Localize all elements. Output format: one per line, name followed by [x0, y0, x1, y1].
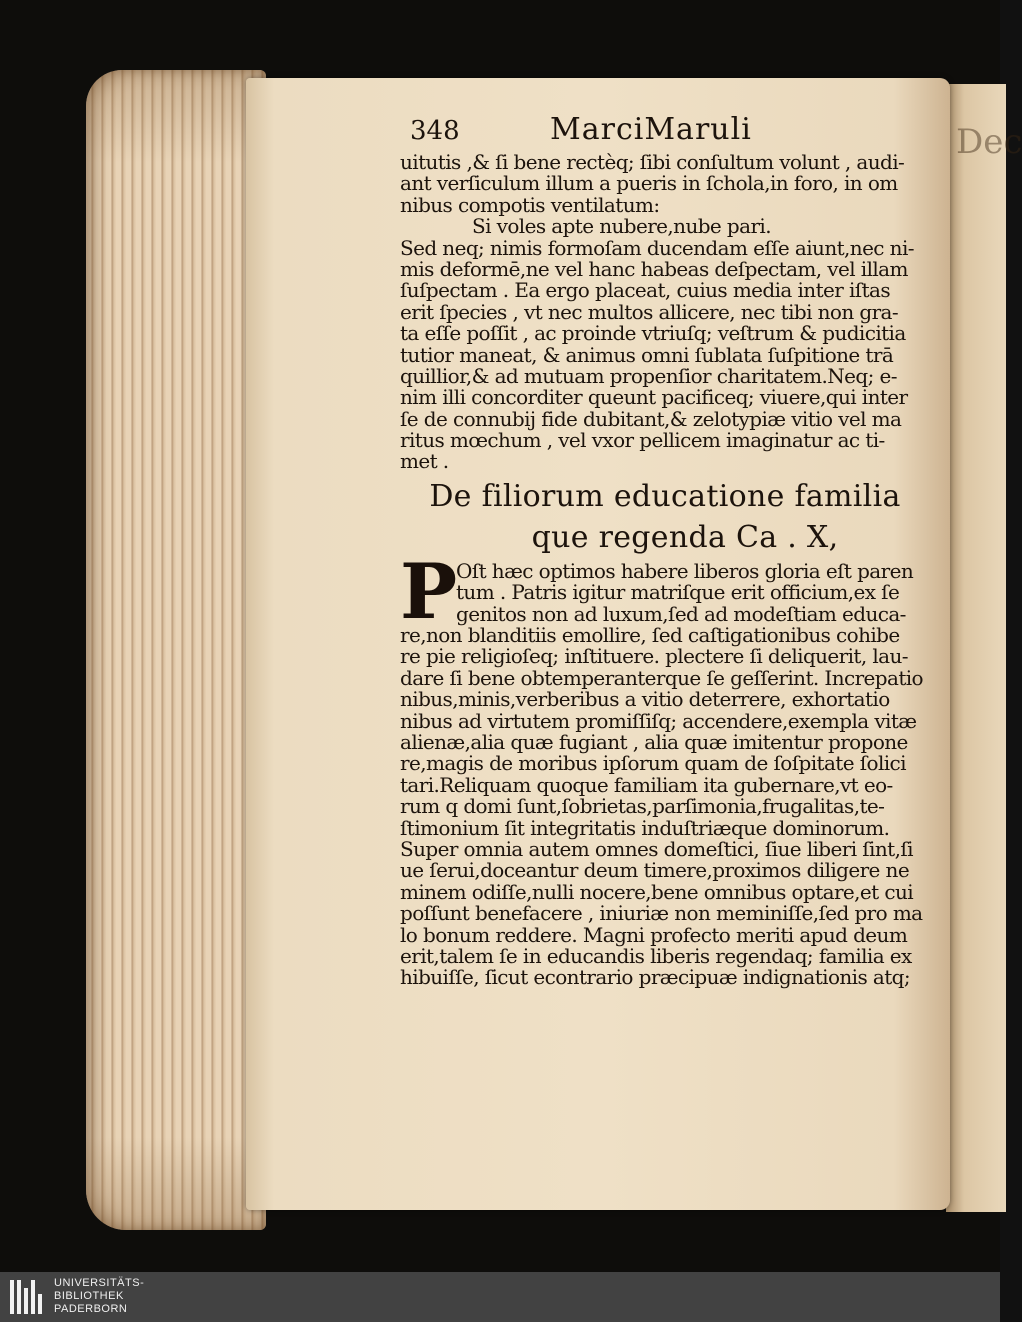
- text-line: genitos non ad luxum,ſed ad modeſtiam educa-: [456, 601, 906, 626]
- chapter-title-line-1: De filiorum educatione familia: [429, 478, 901, 514]
- page-text: [400, 112, 930, 989]
- section-2-text: [400, 546, 930, 990]
- text-line: rum q domi ſunt,ſobrietas,parſimonia,frugalitas,te-: [400, 794, 885, 819]
- library-name-line-2: BIBLIOTHEK: [54, 1290, 124, 1302]
- text-line: minem odiſſe,nulli nocere,bene omnibus optare,et cui: [400, 879, 914, 904]
- library-name-line-1: UNIVERSITÄTS-: [54, 1277, 145, 1289]
- chapter-title-line-2: que regenda Ca . X,: [531, 519, 839, 555]
- text-line: alienæ,alia quæ fugiant , alia quæ imitentur propone: [400, 729, 908, 754]
- text-line: tari.Reliquam quoque familiam ita gubernare,vt eo-: [400, 772, 893, 797]
- library-name: [54, 1277, 144, 1316]
- text-line: Super omnia autem omnes domeſtici, ſiue liberi ſint,ſi: [400, 836, 913, 861]
- text-line: ant verſiculum illum a pueris in ſchola,in foro, in om: [400, 171, 898, 196]
- text-line: nibus ad virtutem promiſſiſq; accendere,exempla vitæ: [400, 708, 917, 733]
- text-line: ſtimonium ſit integritatis induſtriæque dominorum.: [400, 815, 890, 840]
- text-line: re,non blanditiis emollire, ſed caſtigationibus cohibe: [400, 623, 900, 648]
- running-head: MarciMaruli: [550, 112, 752, 147]
- text-line: nibus,minis,verberibus a vitio deterrere, exhortatio: [400, 687, 890, 712]
- text-line: hibuiſſe, ſicut econtrario præcipuæ indignationis atq;: [400, 965, 910, 990]
- text-line: nim illi concorditer queunt pacificeq; viuere,qui inter: [400, 385, 908, 410]
- text-line: erit ſpecies , vt nec multos allicere, nec tibi non gra-: [400, 299, 899, 324]
- library-name-line-3: PADERBORN: [54, 1303, 128, 1315]
- text-line: tum . Patris igitur matriſque erit officium,ex ſe: [456, 580, 900, 605]
- facing-page: [946, 84, 1022, 1212]
- text-line: dare ſi bene obtemperanterque ſe geſſerint. Increpatio: [400, 665, 923, 690]
- library-footer-bar: [0, 1272, 1000, 1322]
- text-line: Sed neq; nimis formoſam ducendam eſſe aiunt,nec ni-: [400, 235, 914, 260]
- facing-page-fragment: Dec: [956, 122, 1022, 162]
- text-line: quillior,& ad mutuam propenſior charitatem.Neq; e-: [400, 363, 897, 388]
- section-1-text: [400, 152, 930, 473]
- verse-line: Si voles apte nubere,nube pari.: [472, 214, 771, 239]
- text-line: Oſt hæc optimos habere liberos gloria eſt paren: [456, 558, 914, 583]
- text-line: met .: [400, 449, 449, 474]
- text-line: ue ſerui,doceantur deum timere,proximos diligere ne: [400, 858, 910, 883]
- text-line: ſe de connubij fide dubitant,& zelotypiæ vitio vel ma: [400, 406, 902, 431]
- text-line: erit,talem ſe in educandis liberis regendaq; familia ex: [400, 943, 912, 968]
- drop-cap: P: [400, 546, 458, 636]
- text-line: ſuſpectam . Ea ergo placeat, cuius media inter iſtas: [400, 278, 890, 303]
- text-line: ta eſſe poſſit , ac proinde vtriuſq; veſtrum & pudicitia: [400, 321, 906, 346]
- page-header: [400, 112, 930, 152]
- page-edges: [86, 70, 266, 1230]
- text-line: tutior maneat, & animus omni ſublata ſuſpitione trā: [400, 342, 894, 367]
- text-line: re,magis de moribus ipſorum quam de ſoſpitate ſolici: [400, 751, 906, 776]
- page-number: 348: [410, 116, 460, 146]
- library-logo-icon: [10, 1280, 44, 1314]
- text-line: lo bonum reddere. Magni profecto meriti apud deum: [400, 922, 908, 947]
- text-line: ritus mœchum , vel vxor pellicem imaginatur ac ti-: [400, 428, 885, 453]
- text-line: uitutis ,& ſi bene rectèq; ſibi conſultum volunt , audi-: [400, 150, 905, 174]
- text-line: nibus compotis ventilatum:: [400, 192, 660, 217]
- text-line: re pie religioſeq; inſtituere. plectere ſi deliquerit, lau-: [400, 644, 908, 669]
- text-line: poſſunt benefacere , iniuriæ non meminiſſe,ſed pro ma: [400, 901, 923, 926]
- text-line: mis deformē,ne vel hanc habeas deſpectam, vel illam: [400, 256, 908, 281]
